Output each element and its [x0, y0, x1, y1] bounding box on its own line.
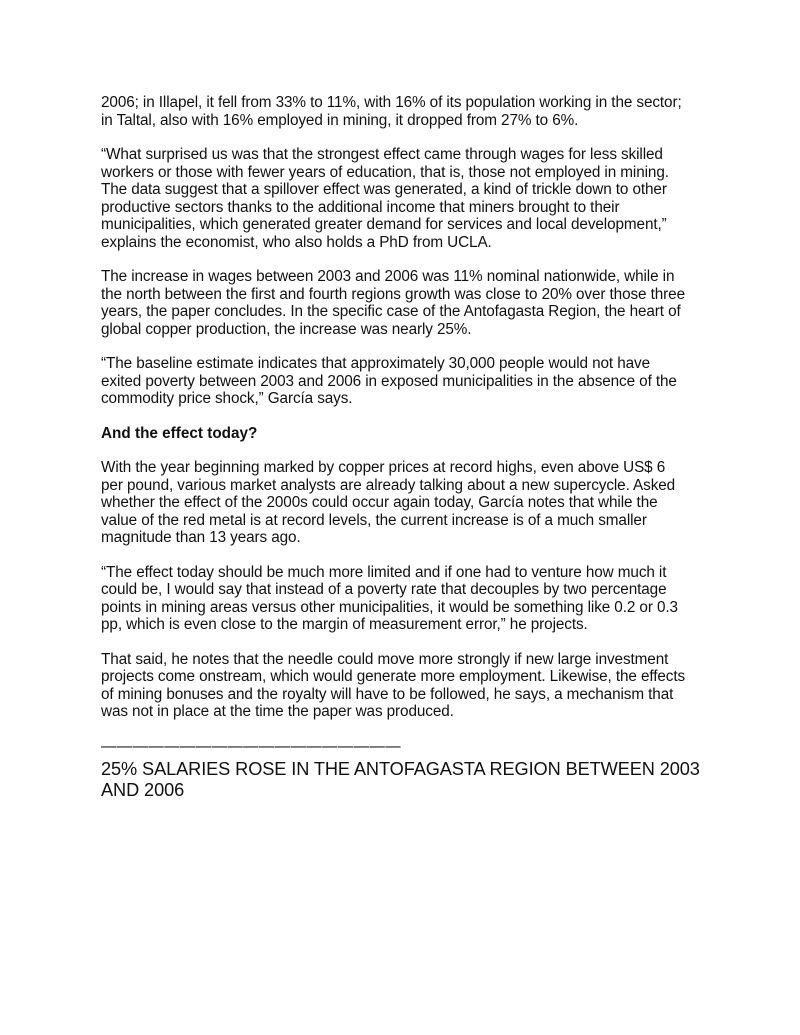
text-line: exited poverty between 2003 and 2006 in exposed municipalities in the absence of the: [101, 372, 677, 390]
callout-line: 25% SALARIES ROSE IN THE ANTOFAGASTA REGION BETWEEN 2003: [101, 758, 700, 779]
text-line: in Taltal, also with 16% employed in mining, it dropped from 27% to 6%.: [101, 111, 579, 129]
article-body: [101, 94, 701, 802]
text-line: pp, which is even close to the margin of measurement error,” he projects.: [101, 616, 588, 633]
text-line: of mining bonuses and the royalty will have to be followed, he says, a mechanism that: [101, 685, 674, 703]
paragraph-investment-projects: [101, 651, 701, 721]
paragraph-illapel-taltal: [101, 94, 701, 129]
text-line: municipalities, which generated greater demand for services and local development,”: [101, 216, 667, 233]
section-subheading: And the effect today?: [101, 424, 258, 442]
text-line: That said, he notes that the needle could move more strongly if new large investment: [101, 650, 669, 668]
text-line: The increase in wages between 2003 and 2006 was 11% nominal nationwide, while in: [101, 268, 675, 285]
text-line: 2006; in Illapel, it fell from 33% to 11%, with 16% of its population working in the sector;: [101, 94, 682, 111]
text-line: workers or those with fewer years of education, that is, those not employed in mining.: [101, 163, 669, 181]
text-line: productive sectors thanks to the additional income that miners brought to their: [101, 198, 620, 216]
text-line: With the year beginning marked by copper prices at record highs, even above US$ 6: [101, 459, 666, 476]
text-line: could be, I would say that instead of a poverty rate that decouples by two percentage: [101, 581, 667, 598]
text-line: was not in place at the time the paper was produced.: [101, 703, 454, 720]
separator-line: ———————————————————: [101, 737, 402, 755]
callout-line: AND 2006: [101, 780, 185, 800]
text-line: “What surprised us was that the strongest effect came through wages for less skilled: [101, 146, 663, 163]
text-line: “The effect today should be much more limited and if one had to venture how much it: [101, 563, 667, 581]
paragraph-wage-increase: [101, 268, 701, 338]
paragraph-copper-prices: [101, 459, 701, 547]
paragraph-quote-effect-today: [101, 564, 701, 634]
text-line: whether the effect of the 2000s could occur again today, García notes that while the: [101, 494, 658, 511]
paragraph-baseline-estimate: [101, 355, 701, 408]
text-line: magnitude than 13 years ago.: [101, 529, 301, 546]
text-line: commodity price shock,” García says.: [101, 390, 353, 407]
text-line: explains the economist, who also holds a PhD from UCLA.: [101, 233, 492, 251]
text-line: the north between the first and fourth regions growth was close to 20% over those three: [101, 285, 685, 303]
text-line: The data suggest that a spillover effect was generated, a kind of trickle down to other: [101, 181, 667, 198]
text-line: points in mining areas versus other municipalities, it would be something like 0.2 or 0.3: [101, 598, 678, 616]
text-line: “The baseline estimate indicates that approximately 30,000 people would not have: [101, 355, 650, 372]
callout-highlight: [101, 759, 701, 802]
text-line: global copper production, the increase was nearly 25%.: [101, 320, 472, 338]
text-line: per pound, various market analysts are already talking about a new supercycle. Asked: [101, 476, 676, 494]
text-line: value of the red metal is at record levels, the current increase is of a much smaller: [101, 511, 647, 529]
text-line: years, the paper concludes. In the specific case of the Antofagasta Region, the heart of: [101, 303, 681, 320]
paragraph-quote-spillover: [101, 146, 701, 251]
text-line: projects come onstream, which would generate more employment. Likewise, the effects: [101, 668, 686, 685]
